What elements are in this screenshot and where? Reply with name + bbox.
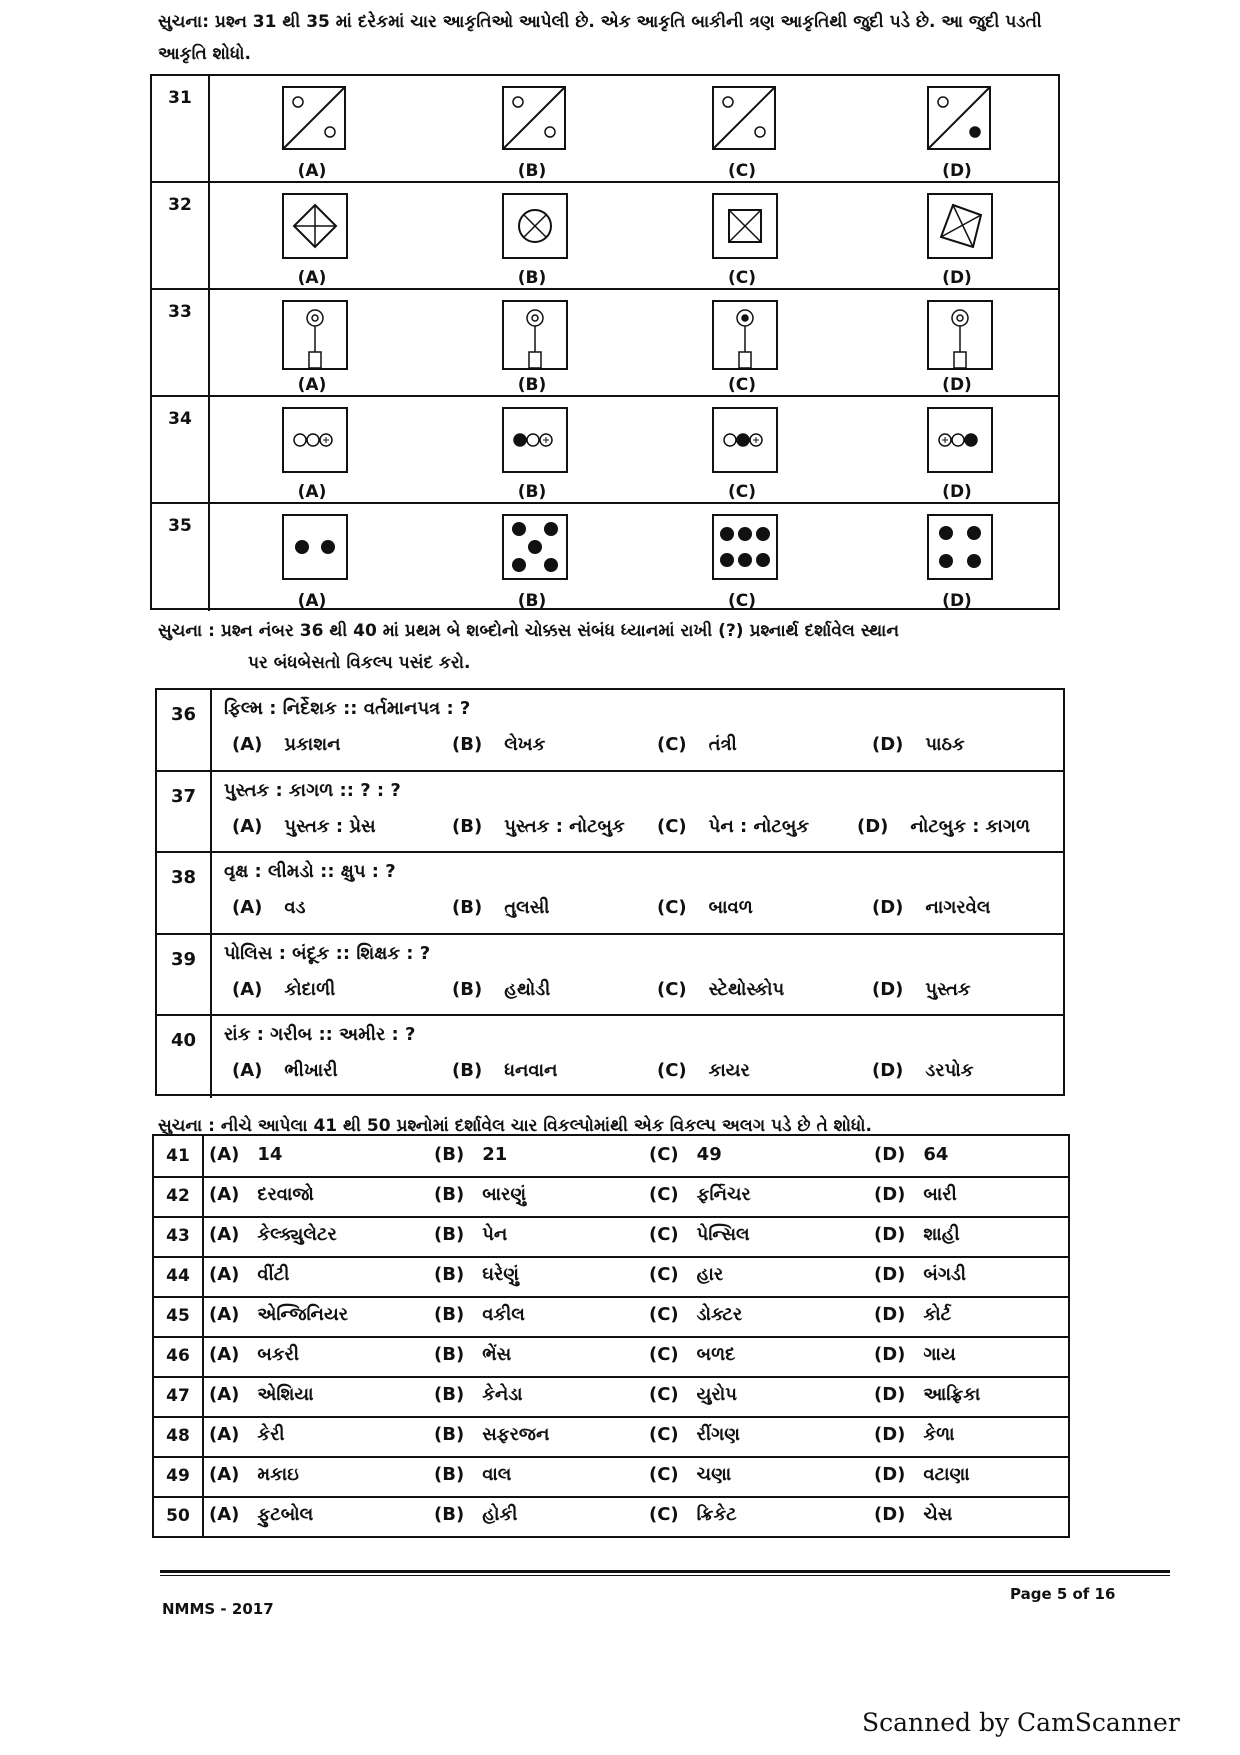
option-b[interactable] [434, 1424, 549, 1445]
figure-option-c[interactable] [682, 76, 802, 181]
option-label: (D) [942, 375, 972, 395]
option-label: (B) [517, 375, 547, 395]
odd-question-42 [154, 1176, 1068, 1218]
option-letter: (B) [434, 1384, 465, 1405]
diagonal-square-figure [927, 86, 991, 150]
option-letter: (B) [434, 1184, 465, 1205]
option-text: વકીલ [482, 1304, 525, 1325]
option-text: કોર્ટ [923, 1304, 952, 1325]
option-a[interactable] [209, 1424, 285, 1445]
option-letter: (A) [209, 1384, 240, 1405]
option-letter: (C) [657, 897, 687, 919]
question-number: 45 [154, 1296, 204, 1336]
option-d[interactable] [874, 1344, 956, 1365]
option-d[interactable] [874, 1424, 955, 1445]
question-number: 40 [157, 1016, 212, 1098]
figure-option-b[interactable] [472, 183, 592, 288]
option-d[interactable] [872, 734, 965, 755]
two-dots-figure [282, 514, 348, 580]
question-number: 44 [154, 1256, 204, 1296]
analogy-question-36 [157, 690, 1063, 772]
figure-option-d[interactable] [897, 183, 1017, 288]
option-letter: (A) [232, 815, 263, 837]
question-text: ફિલ્મ : નિર્દેશક :: વર્તમાનપત્ર : ? [224, 698, 471, 719]
option-letter: (B) [434, 1424, 465, 1445]
option-text: બાવળ [708, 897, 753, 919]
footer-rule [160, 1570, 1170, 1573]
option-a[interactable] [232, 734, 340, 755]
option-letter: (A) [209, 1224, 240, 1245]
option-letter: (C) [657, 734, 687, 755]
odd-question-41 [154, 1136, 1068, 1178]
question-number: 38 [157, 853, 212, 933]
question-number: 47 [154, 1376, 204, 1416]
figure-option-a[interactable] [252, 183, 372, 288]
option-letter: (A) [209, 1144, 240, 1165]
option-letter: (A) [209, 1304, 240, 1325]
option-d[interactable] [874, 1144, 948, 1165]
option-text: ચણા [696, 1464, 732, 1485]
option-letter: (B) [434, 1504, 465, 1525]
figure-option-c[interactable] [682, 504, 802, 611]
option-letter: (A) [232, 1060, 263, 1082]
option-text: ડોક્ટર [696, 1304, 743, 1325]
option-a[interactable] [209, 1304, 348, 1325]
odd-question-44 [154, 1256, 1068, 1298]
option-d[interactable] [874, 1504, 952, 1525]
exam-name: NMMS - 2017 [162, 1600, 274, 1618]
question-number: 36 [157, 690, 212, 770]
option-c[interactable] [649, 1504, 737, 1525]
analogy-question-39 [157, 935, 1063, 1017]
option-letter: (C) [649, 1504, 679, 1525]
option-label: (A) [297, 482, 327, 502]
option-text: પુસ્તક : નોટબુક [504, 815, 625, 837]
three-circles-figure [502, 407, 568, 473]
option-label: (C) [727, 591, 756, 611]
option-text: તુલસી [504, 897, 550, 919]
option-label: (C) [727, 161, 756, 181]
option-letter: (A) [209, 1184, 240, 1205]
option-text: ધનવાન [504, 1060, 558, 1082]
analogy-question-38 [157, 853, 1063, 935]
figure-question-35 [152, 504, 1058, 611]
option-letter: (A) [209, 1424, 240, 1445]
figure-option-c[interactable] [682, 397, 802, 502]
odd-question-45 [154, 1296, 1068, 1338]
option-text: લેખક [504, 734, 546, 755]
option-text: એન્જિનિયર [257, 1304, 349, 1325]
option-a[interactable] [209, 1504, 313, 1525]
option-letter: (A) [209, 1504, 240, 1525]
option-text: પ્રકાશન [284, 734, 341, 755]
question-number: 49 [154, 1456, 204, 1496]
figure-question-34 [152, 397, 1058, 504]
option-a[interactable] [232, 979, 335, 1000]
option-letter: (C) [649, 1424, 679, 1445]
option-letter: (C) [649, 1344, 679, 1365]
option-letter: (B) [434, 1224, 465, 1245]
option-letter: (D) [857, 815, 889, 837]
question-number: 41 [154, 1136, 204, 1176]
option-letter: (A) [232, 978, 263, 1000]
option-text: મકાઇ [257, 1464, 299, 1485]
figure-option-a[interactable] [252, 397, 372, 502]
option-label: (C) [727, 268, 756, 288]
question-text: પોલિસ : બંદૂક :: શિક્ષક : ? [224, 942, 431, 964]
option-text: હથોડી [504, 978, 551, 1000]
option-text: ભીખારી [284, 1060, 338, 1082]
instruction-analogy-line1: સુચના : પ્રશ્ન નંબર 36 થી 40 માં પ્રથમ બે શબ્દોનો ચોક્કસ સંબંધ ધ્યાનમાં રાખી (?) પ્રશ્નાર્થ દર્શાવેલ સ્થાન [158, 621, 900, 641]
option-c[interactable] [649, 1464, 731, 1485]
option-b[interactable] [434, 1384, 523, 1405]
option-a[interactable] [209, 1144, 282, 1165]
option-text: ભેંસ [482, 1344, 512, 1365]
option-letter: (B) [452, 897, 483, 919]
option-text: શાહી [923, 1224, 960, 1245]
option-text: સફરજન [482, 1424, 550, 1445]
option-label: (B) [517, 161, 547, 181]
question-number: 35 [152, 504, 210, 611]
option-text: પુસ્તક [925, 978, 971, 1000]
option-letter: (D) [874, 1224, 906, 1245]
option-label: (B) [517, 591, 547, 611]
option-text: 49 [696, 1144, 722, 1165]
option-letter: (B) [434, 1464, 465, 1485]
option-text: રીંગણ [696, 1424, 740, 1445]
pin-stand-figure [927, 300, 993, 370]
option-text: એશિયા [257, 1384, 314, 1405]
option-text: તંત્રી [708, 734, 737, 755]
option-label: (D) [942, 268, 972, 288]
question-number: 32 [152, 183, 210, 288]
option-c[interactable] [657, 897, 753, 918]
option-text: વડ [284, 897, 306, 919]
option-c[interactable] [649, 1224, 750, 1245]
option-letter: (A) [232, 734, 263, 755]
figure-question-31 [152, 76, 1058, 183]
figure-option-c[interactable] [682, 290, 802, 395]
option-c[interactable] [649, 1264, 723, 1285]
option-a[interactable] [209, 1464, 299, 1485]
instruction-figures: સુચના: પ્રશ્ન 31 થી 35 માં દરેકમાં ચાર આકૃતિઓ આપેલી છે. એક આકૃતિ બાકીની ત્રણ આકૃતિથી જુદી પડે છે. આ જુદી પડતી આકૃતિ શોધો. [158, 12, 1042, 64]
odd-question-50 [154, 1496, 1068, 1538]
figure-question-33 [152, 290, 1058, 397]
option-letter: (C) [649, 1464, 679, 1485]
option-text: નોટબુક : કાગળ [910, 815, 1030, 837]
option-letter: (A) [232, 897, 263, 919]
option-text: બારી [923, 1184, 957, 1205]
option-b[interactable] [452, 734, 545, 755]
diagonal-square-figure [502, 86, 566, 150]
option-c[interactable] [657, 816, 809, 837]
analogy-questions-table [155, 688, 1065, 1096]
option-text: યુરોપ [696, 1384, 737, 1405]
pin-stand-figure [502, 300, 568, 370]
option-text: ચેસ [923, 1504, 953, 1525]
option-label: (B) [517, 268, 547, 288]
option-b[interactable] [452, 979, 550, 1000]
option-text: પેન [482, 1224, 508, 1245]
option-letter: (D) [874, 1144, 906, 1165]
option-text: બારણું [482, 1184, 527, 1205]
option-d[interactable] [874, 1184, 957, 1205]
option-d[interactable] [872, 897, 991, 918]
pin-stand-figure [712, 300, 778, 370]
option-c[interactable] [657, 979, 784, 1000]
option-d[interactable] [874, 1464, 970, 1485]
figure-questions-table [150, 74, 1060, 610]
option-text: કેળા [923, 1424, 955, 1445]
option-letter: (A) [209, 1464, 240, 1485]
option-c[interactable] [649, 1184, 751, 1205]
figure-option-b[interactable] [472, 290, 592, 395]
five-dots-figure [502, 514, 568, 580]
option-letter: (C) [657, 815, 687, 837]
option-text: 21 [482, 1144, 508, 1165]
analogy-question-40 [157, 1016, 1063, 1098]
option-text: કોદાળી [284, 978, 336, 1000]
option-a[interactable] [209, 1384, 313, 1405]
option-text: સ્ટેથોસ્કોપ [708, 978, 785, 1000]
question-number: 31 [152, 76, 210, 181]
option-text: ફુટબોલ [257, 1504, 314, 1525]
option-a[interactable] [209, 1264, 289, 1285]
option-a[interactable] [209, 1184, 314, 1205]
option-a[interactable] [209, 1344, 299, 1365]
option-letter: (D) [872, 734, 904, 755]
option-letter: (B) [434, 1304, 465, 1325]
option-text: હાર [696, 1264, 724, 1285]
option-d[interactable] [872, 979, 971, 1000]
odd-question-46 [154, 1336, 1068, 1378]
option-letter: (C) [649, 1224, 679, 1245]
figure-option-d[interactable] [897, 76, 1017, 181]
option-text: વાલ [482, 1464, 512, 1485]
option-text: પેન્સિલ [696, 1224, 750, 1245]
option-text: કાયર [708, 1060, 750, 1082]
option-letter: (D) [874, 1384, 906, 1405]
option-b[interactable] [452, 897, 549, 918]
question-text: રાંક : ગરીબ :: અમીર : ? [224, 1024, 416, 1046]
option-text: નાગરવેલ [925, 897, 991, 919]
option-d[interactable] [857, 816, 1030, 837]
option-letter: (D) [874, 1344, 906, 1365]
option-letter: (D) [874, 1304, 906, 1325]
scanner-watermark: Scanned by CamScanner [862, 1708, 1180, 1737]
question-number: 42 [154, 1176, 204, 1216]
option-letter: (C) [649, 1264, 679, 1285]
three-circles-figure [712, 407, 778, 473]
diamond-cross-figure [282, 193, 348, 259]
option-letter: (C) [649, 1144, 679, 1165]
option-text: પાઠક [925, 734, 965, 755]
option-label: (D) [942, 591, 972, 611]
option-c[interactable] [649, 1304, 742, 1325]
option-letter: (D) [872, 1060, 904, 1082]
odd-question-48 [154, 1416, 1068, 1458]
option-a[interactable] [232, 816, 376, 837]
option-letter: (D) [872, 978, 904, 1000]
option-c[interactable] [657, 1060, 750, 1081]
option-b[interactable] [452, 1060, 557, 1081]
option-label: (A) [297, 375, 327, 395]
option-label: (C) [727, 482, 756, 502]
option-letter: (A) [209, 1344, 240, 1365]
figure-question-32 [152, 183, 1058, 290]
option-label: (A) [297, 161, 327, 181]
option-letter: (C) [649, 1184, 679, 1205]
option-d[interactable] [874, 1224, 960, 1245]
figure-option-a[interactable] [252, 504, 372, 611]
figure-option-b[interactable] [472, 504, 592, 611]
option-text: ડરપોક [925, 1060, 974, 1082]
instruction-odd-one-out: સુચના : નીચે આપેલા 41 થી 50 પ્રશ્નોમાં દર્શાવેલ ચાર વિકલ્પોમાંથી એક વિકલ્પ અલગ પડે છે તે શોધો. [158, 1116, 872, 1136]
question-number: 43 [154, 1216, 204, 1256]
question-number: 37 [157, 772, 212, 852]
option-text: ઘરેણું [482, 1264, 519, 1285]
figure-option-b[interactable] [472, 76, 592, 181]
option-a[interactable] [209, 1224, 337, 1245]
instruction-analogy-line2: પર બંધબેસતો વિકલ્પ પસંદ કરો. [248, 653, 471, 673]
option-text: આફ્રિકા [923, 1384, 981, 1405]
option-text: વટાણા [923, 1464, 970, 1485]
analogy-question-37 [157, 772, 1063, 854]
option-c[interactable] [649, 1424, 740, 1445]
figure-option-a[interactable] [252, 76, 372, 181]
option-letter: (C) [657, 1060, 687, 1082]
option-text: ફર્નિચર [696, 1184, 751, 1205]
option-a[interactable] [232, 1060, 338, 1081]
option-c[interactable] [649, 1144, 722, 1165]
figure-option-d[interactable] [897, 290, 1017, 395]
option-text: વીંટી [257, 1264, 290, 1285]
option-text: હોકી [482, 1504, 518, 1525]
option-letter: (B) [452, 734, 483, 755]
question-text: પુસ્તક : કાગળ :: ? : ? [224, 779, 401, 801]
figure-option-b[interactable] [472, 397, 592, 502]
quad-cross-figure [927, 193, 993, 259]
figure-option-a[interactable] [252, 290, 372, 395]
figure-option-d[interactable] [897, 504, 1017, 611]
diagonal-square-figure [282, 86, 346, 150]
option-letter: (B) [452, 815, 483, 837]
figure-option-d[interactable] [897, 397, 1017, 502]
option-text: કેનેડા [482, 1384, 523, 1405]
option-text: ક્રિકેટ [696, 1504, 737, 1525]
option-text: બંગડી [923, 1264, 967, 1285]
option-c[interactable] [649, 1384, 737, 1405]
option-letter: (B) [452, 978, 483, 1000]
option-text: બળદ [696, 1344, 736, 1365]
option-letter: (C) [649, 1304, 679, 1325]
option-letter: (D) [874, 1264, 906, 1285]
circle-cross-figure [502, 193, 568, 259]
option-letter: (D) [874, 1504, 906, 1525]
diagonal-square-figure [712, 86, 776, 150]
option-text: પુસ્તક : પ્રેસ [284, 815, 376, 837]
option-text: બકરી [257, 1344, 300, 1365]
question-number: 48 [154, 1416, 204, 1456]
option-d[interactable] [874, 1264, 966, 1285]
option-a[interactable] [232, 897, 306, 918]
square-cross-figure [712, 193, 778, 259]
question-number: 34 [152, 397, 210, 502]
option-letter: (B) [434, 1144, 465, 1165]
option-letter: (D) [872, 897, 904, 919]
option-d[interactable] [874, 1384, 980, 1405]
footer-rule-thin [160, 1575, 1170, 1576]
six-dots-figure [712, 514, 778, 580]
option-label: (A) [297, 591, 327, 611]
option-b[interactable] [434, 1144, 507, 1165]
option-text: પેન : નોટબુક [708, 815, 810, 837]
option-letter: (C) [657, 978, 687, 1000]
option-b[interactable] [452, 816, 625, 837]
option-letter: (D) [874, 1464, 906, 1485]
option-b[interactable] [434, 1224, 507, 1245]
odd-question-43 [154, 1216, 1068, 1258]
odd-one-out-table [152, 1134, 1070, 1538]
option-letter: (D) [874, 1184, 906, 1205]
option-label: (D) [942, 482, 972, 502]
option-d[interactable] [872, 1060, 973, 1081]
option-b[interactable] [434, 1464, 511, 1485]
three-circles-figure [282, 407, 348, 473]
option-text: દરવાજો [257, 1184, 314, 1205]
page-number: Page 5 of 16 [1010, 1585, 1116, 1603]
question-number: 33 [152, 290, 210, 395]
option-text: ગાય [923, 1344, 956, 1365]
option-c[interactable] [657, 734, 737, 755]
odd-question-47 [154, 1376, 1068, 1418]
pin-stand-figure [282, 300, 348, 370]
question-number: 50 [154, 1496, 204, 1538]
option-text: 14 [257, 1144, 283, 1165]
instruction-analogy [158, 615, 1098, 679]
option-b[interactable] [434, 1344, 511, 1365]
option-letter: (A) [209, 1264, 240, 1285]
option-text: 64 [923, 1144, 949, 1165]
option-label: (C) [727, 375, 756, 395]
four-dots-figure [927, 514, 993, 580]
question-text: વૃક્ષ : લીમડો :: ક્ષુપ : ? [224, 861, 396, 883]
option-b[interactable] [434, 1304, 525, 1325]
option-text: કેલ્ક્યુલેટર [257, 1224, 337, 1245]
option-c[interactable] [649, 1344, 735, 1365]
option-d[interactable] [874, 1304, 951, 1325]
question-number: 39 [157, 935, 212, 1015]
option-letter: (B) [434, 1264, 465, 1285]
option-b[interactable] [434, 1184, 526, 1205]
option-letter: (D) [874, 1424, 906, 1445]
option-label: (D) [942, 161, 972, 181]
option-text: કેરી [257, 1424, 285, 1445]
question-number: 46 [154, 1336, 204, 1376]
option-b[interactable] [434, 1504, 517, 1525]
three-circles-figure [927, 407, 993, 473]
odd-question-49 [154, 1456, 1068, 1498]
option-letter: (C) [649, 1384, 679, 1405]
option-b[interactable] [434, 1264, 519, 1285]
option-letter: (B) [452, 1060, 483, 1082]
option-label: (B) [517, 482, 547, 502]
figure-option-c[interactable] [682, 183, 802, 288]
option-letter: (B) [434, 1344, 465, 1365]
option-label: (A) [297, 268, 327, 288]
